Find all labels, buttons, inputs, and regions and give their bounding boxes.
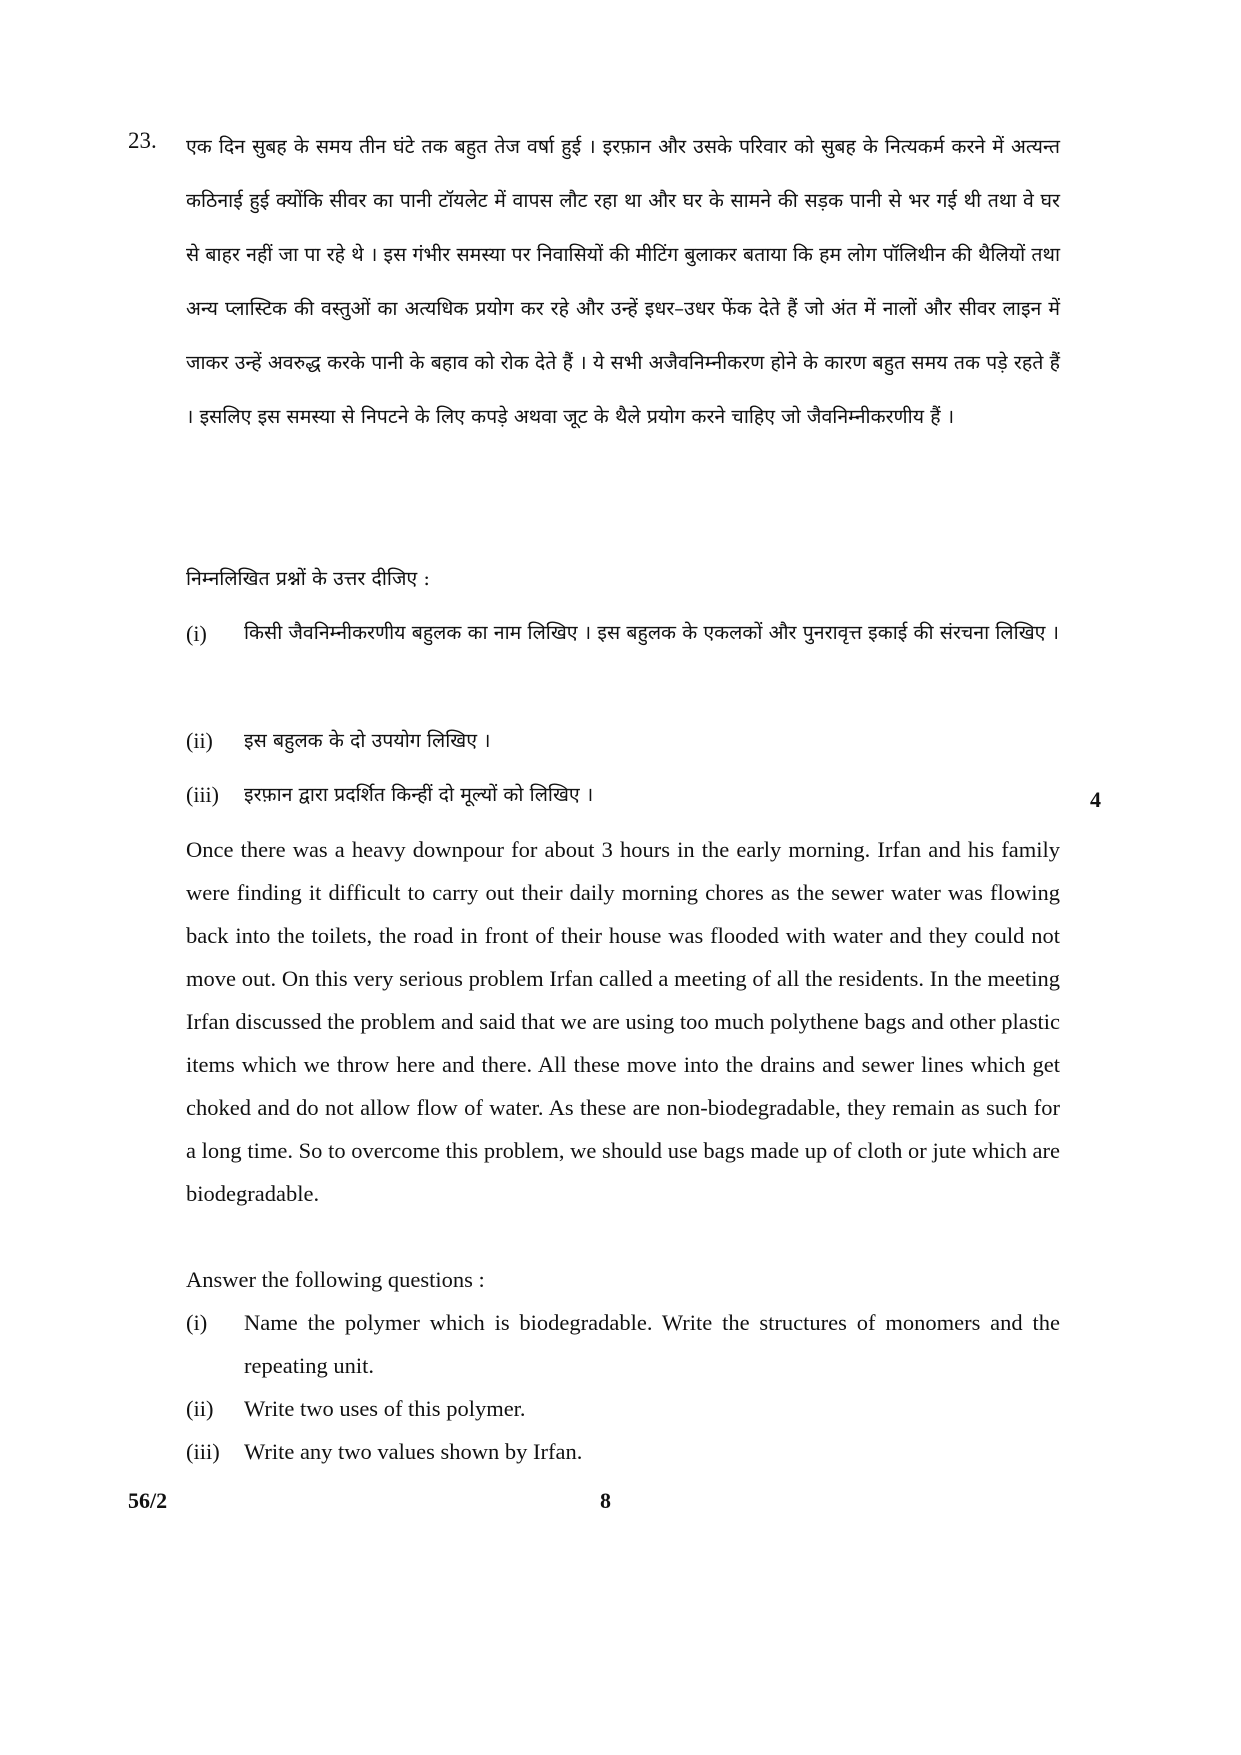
- marks: 4: [1090, 787, 1101, 812]
- paper-code: 56/2: [128, 1488, 168, 1513]
- subquestion-text: इरफ़ान द्वारा प्रदर्शित किन्हीं दो मूल्यों को लिखिए ।: [244, 783, 594, 806]
- subquestion-label: (i): [186, 1310, 208, 1335]
- hindi-instruction: निम्नलिखित प्रश्नों के उत्तर दीजिए :: [186, 567, 430, 590]
- page-number: 8: [600, 1488, 611, 1513]
- subquestion-text: Write two uses of this polymer.: [244, 1396, 526, 1421]
- subquestion-text: Write any two values shown by Irfan.: [244, 1439, 583, 1464]
- subquestion-text: इस बहुलक के दो उपयोग लिखिए ।: [244, 729, 491, 752]
- question-number: 23.: [128, 128, 157, 153]
- english-passage: Once there was a heavy downpour for about 3 hours in the early morning. Irfan and his family were finding it difficult to carry out their daily morning chores as the sewer water was flowing back into the toilets, the road in front of their house was flooded with water and they could not move out. On this very serious problem Irfan called a meeting of all the residents. In the meeting Irfan discussed the problem and said that we are using too much polythene bags and other plastic items which we throw here and there. All these move into the drains and sewer lines which get choked and do not allow flow of water. As these are non-biodegradable, they remain as such for a long time. So to overcome this problem, we should use bags made up of cloth or jute which are biodegradable.: [186, 837, 1060, 1206]
- english-instruction: Answer the following questions :: [186, 1267, 485, 1292]
- subquestion-text: Name the polymer which is biodegradable. Write the structures of monomers and the repeating unit.: [244, 1310, 1060, 1378]
- subquestion-label: (ii): [186, 728, 213, 753]
- subquestion-label: (i): [186, 621, 207, 646]
- subquestion-label: (iii): [186, 1439, 220, 1464]
- hindi-passage: एक दिन सुबह के समय तीन घंटे तक बहुत तेज वर्षा हुई । इरफ़ान और उसके परिवार को सुबह के नित्यकर्म करने में अत्यन्त कठिनाई हुई क्योंकि सीवर का पानी टॉयलेट में वापस लौट रहा था और घर के सामने की सड़क पानी से भर गई थी तथा वे घर से बाहर नहीं जा पा रहे थे । इस गंभीर समस्या पर निवासियों की मीटिंग बुलाकर बताया कि हम लोग पॉलिथीन की थैलियों तथा अन्य प्लास्टिक की वस्तुओं का अत्यधिक प्रयोग कर रहे और उन्हें इधर–उधर फेंक देते हैं जो अंत में नालों और सीवर लाइन में जाकर उन्हें अवरुद्ध करके पानी के बहाव को रोक देते हैं । ये सभी अजैवनिम्नीकरण होने के कारण बहुत समय तक पड़े रहते हैं । इसलिए इस समस्या से निपटने के लिए कपड़े अथवा जूट के थैले प्रयोग करने चाहिए जो जैवनिम्नीकरणीय हैं ।: [186, 135, 1060, 428]
- subquestion-text: किसी जैवनिम्नीकरणीय बहुलक का नाम लिखिए । इस बहुलक के एकलकों और पुनरावृत्त इकाई की संरचना लिखिए ।: [244, 621, 1060, 644]
- subquestion-label: (iii): [186, 782, 219, 807]
- subquestion-label: (ii): [186, 1396, 214, 1421]
